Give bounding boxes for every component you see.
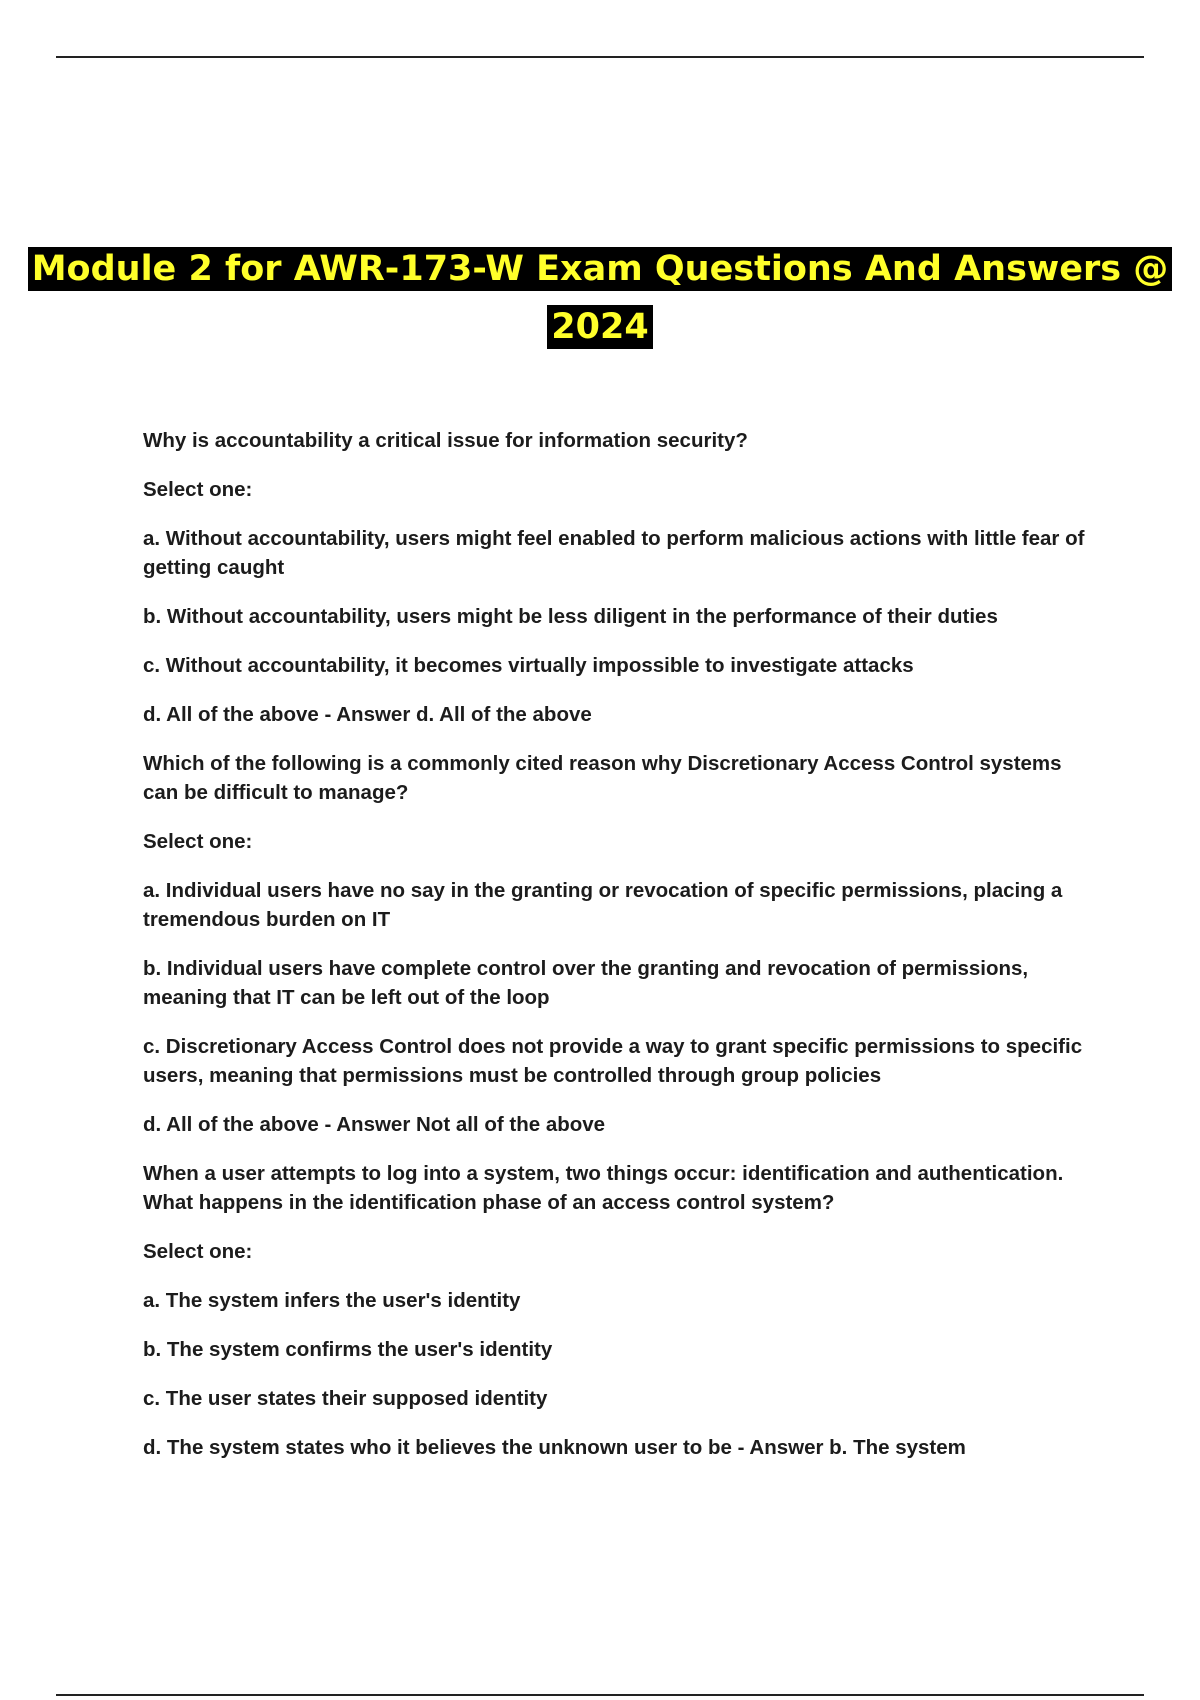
question-1: Why is accountability a critical issue for information security? <box>143 429 748 452</box>
answer-option: d. The system states who it believes the unknown user to be - Answer b. The system <box>143 1436 966 1459</box>
answer-option: c. The user states their supposed identity <box>143 1387 548 1410</box>
answer-option: b. The system confirms the user's identity <box>143 1338 553 1361</box>
answer-option: d. All of the above - Answer d. All of the above <box>143 703 592 726</box>
document-title-text: Module 2 for AWR-173-W Exam Questions And Answers @ 2024 <box>28 247 1173 349</box>
bottom-rule <box>56 1694 1144 1696</box>
question-2: Which of the following is a commonly cited reason why Discretionary Access Control systems can be difficult to manage? <box>143 752 1062 804</box>
answer-option: b. Without accountability, users might be less diligent in the performance of their duties <box>143 605 998 628</box>
select-one-label: Select one: <box>143 478 253 501</box>
document-title <box>0 240 1200 356</box>
answer-option: b. Individual users have complete control over the granting and revocation of permissions, meaning that IT can be left out of the loop <box>143 957 1029 1009</box>
select-one-label: Select one: <box>143 1240 253 1263</box>
answer-option: c. Discretionary Access Control does not provide a way to grant specific permissions to specific users, meaning that permissions must be controlled through group policies <box>143 1035 1083 1087</box>
select-one-label: Select one: <box>143 830 253 853</box>
answer-option: a. The system infers the user's identity <box>143 1289 521 1312</box>
document-body <box>143 426 1093 1482</box>
answer-option: c. Without accountability, it becomes virtually impossible to investigate attacks <box>143 654 914 677</box>
answer-option: d. All of the above - Answer Not all of the above <box>143 1113 606 1136</box>
question-3: When a user attempts to log into a system, two things occur: identification and authentication. What happens in the identification phase of an access control system? <box>143 1162 1064 1214</box>
answer-option: a. Without accountability, users might feel enabled to perform malicious actions with little fear of getting caught <box>143 527 1085 579</box>
answer-option: a. Individual users have no say in the granting or revocation of specific permissions, placing a tremendous burden on IT <box>143 879 1063 931</box>
top-rule <box>56 56 1144 58</box>
